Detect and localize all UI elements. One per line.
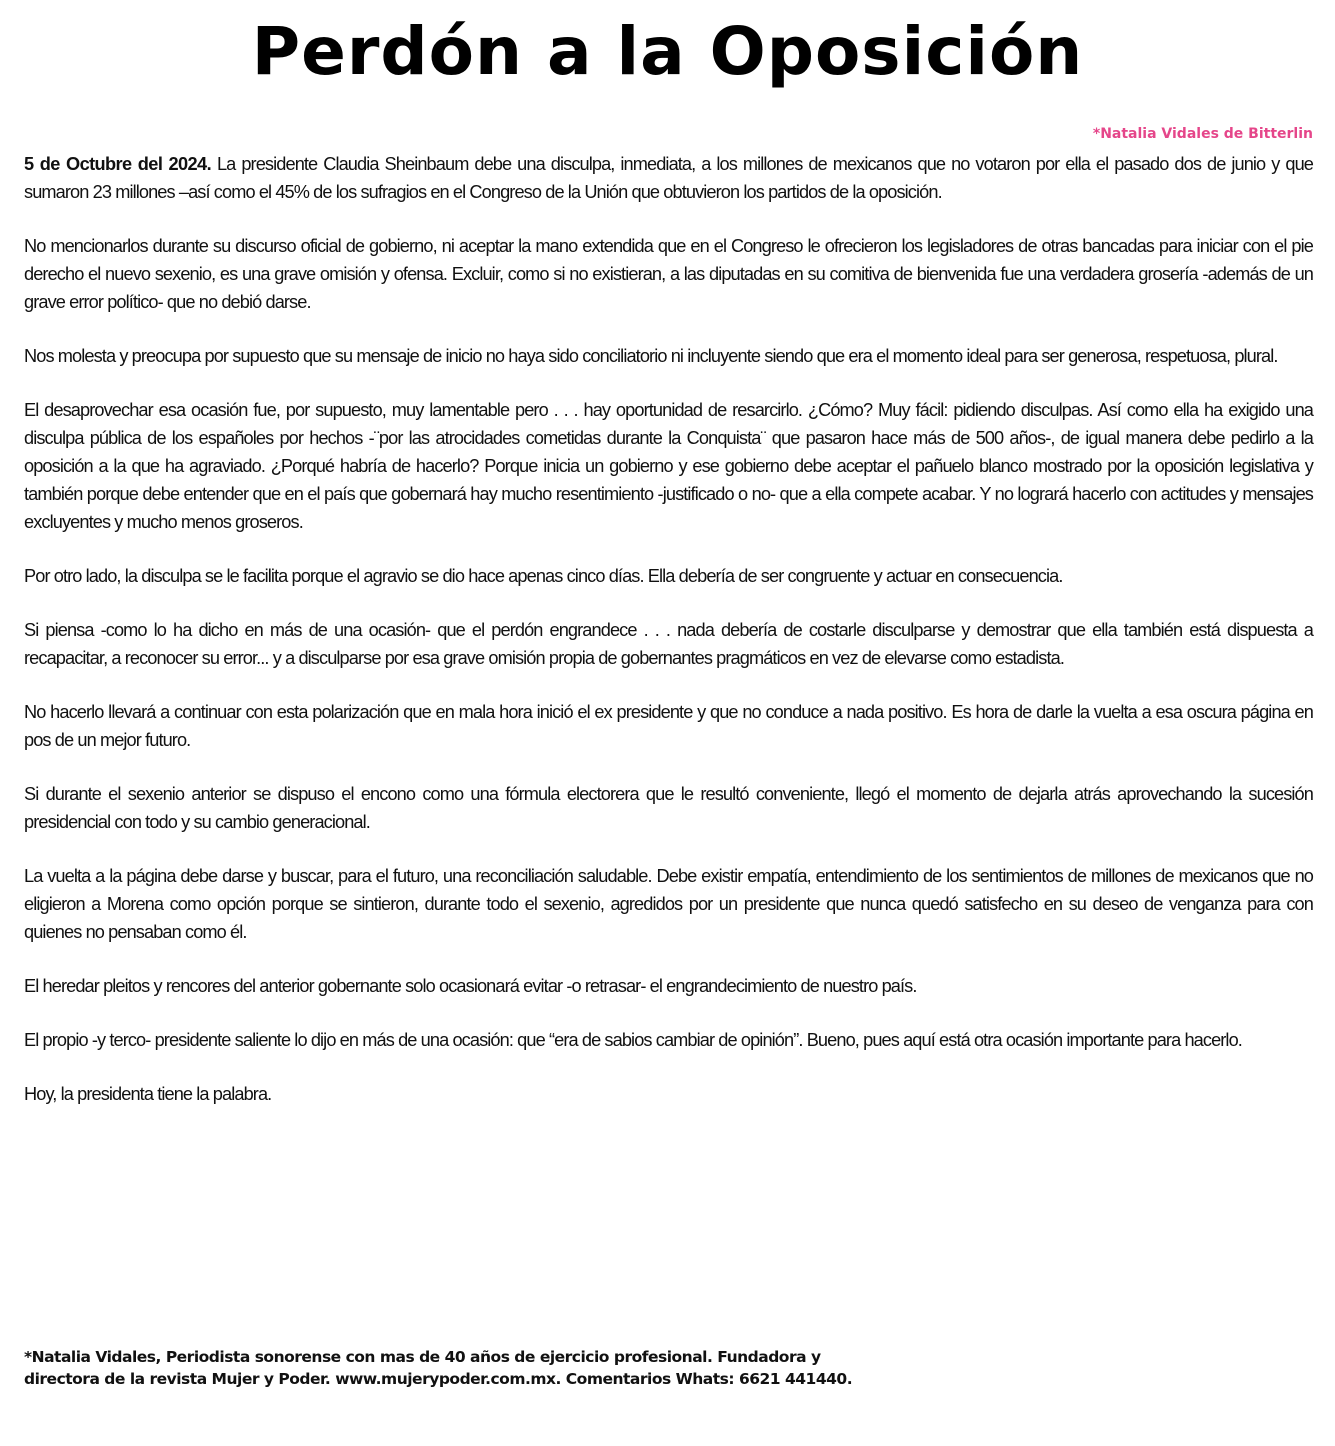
paragraph: No hacerlo llevará a continuar con esta polarización que en mala hora inició el ex presidente y que no conduce a nada positivo. Es hora de darle la vuelta a esa oscura página en pos de un mejor futuro.: [24, 702, 1313, 750]
author-bio-line: directora de la revista Mujer y Poder. www.mujerypoder.com.mx. Comentarios Whats: 6621 441440.: [24, 1370, 853, 1388]
paragraph: El propio -y terco- presidente saliente lo dijo en más de una ocasión: que “era de sabios cambiar de opinión”. Bueno, pues aquí está otra ocasión importante para hacerlo.: [24, 1030, 1242, 1050]
paragraph: El heredar pleitos y rencores del anterior gobernante solo ocasionará evitar -o retrasar- el engrandecimiento de nuestro país.: [24, 976, 917, 996]
paragraph: El desaprovechar esa ocasión fue, por supuesto, muy lamentable pero . . . hay oportunidad de resarcirlo. ¿Cómo? Muy fácil: pidiendo disculpas. Así como ella ha exigido una disculpa pública de los españoles por hechos -¨por las atrocidades cometidas durante la Conquista¨ que pasaron hace más de 500 años-, de igual manera debe pedirlo a la oposición a la que ha agraviado. ¿Porqué habría de hacerlo? Porque inicia un gobierno y ese gobierno debe aceptar el pañuelo blanco mostrado por la oposición legislativa y también porque debe entender que en el país que gobernará hay mucho resentimiento -justificado o no- que a ella compete acabar. Y no logrará hacerlo con actitudes y mensajes excluyentes y mucho menos groseros.: [24, 400, 1313, 532]
closing-paragraph: Hoy, la presidenta tiene la palabra.: [24, 1084, 272, 1104]
paragraph: No mencionarlos durante su discurso oficial de gobierno, ni aceptar la mano extendida que en el Congreso le ofrecieron los legisladores de otras bancadas para iniciar con el pie derecho el nuevo sexenio, es una grave omisión y ofensa. Excluir, como si no existieran, a las diputadas en su comitiva de bienvenida fue una verdadera grosería -además de un grave error político- que no debió darse.: [24, 236, 1313, 312]
author-byline: *Natalia Vidales de Bitterlin: [1092, 126, 1313, 142]
paragraph: Si piensa -como lo ha dicho en más de una ocasión- que el perdón engrandece . . . nada debería de costarle disculparse y demostrar que ella también está dispuesta a recapacitar, a reconocer su error... y a disculparse por esa grave omisión propia de gobernantes pragmáticos en vez de elevarse como estadista.: [24, 620, 1313, 668]
author-bio-line: *Natalia Vidales, Periodista sonorense con mas de 40 años de ejercicio profesional. Fundadora y: [24, 1348, 821, 1366]
article-title: Perdón a la Oposición: [251, 13, 1084, 90]
paragraph: Nos molesta y preocupa por supuesto que su mensaje de inicio no haya sido conciliatorio ni incluyente siendo que era el momento ideal para ser generosa, respetuosa, plural.: [24, 346, 1278, 366]
paragraph: Por otro lado, la disculpa se le facilita porque el agravio se dio hace apenas cinco días. Ella debería de ser congruente y actuar en consecuencia.: [24, 566, 1063, 586]
article-date: 5 de Octubre del 2024.: [24, 154, 212, 174]
author-bio-footer: [24, 1346, 1024, 1390]
article-body: [24, 150, 1313, 1134]
paragraph: La vuelta a la página debe darse y buscar, para el futuro, una reconciliación saludable. Debe existir empatía, entendimiento de los sentimientos de millones de mexicanos que no eligieron a Morena como opción porque se sintieron, durante todo el sexenio, agredidos por un presidente que nunca quedó satisfecho en su deseo de venganza para con quienes no pensaban como él.: [24, 866, 1313, 942]
paragraph: Si durante el sexenio anterior se dispuso el encono como una fórmula electorera que le resultó conveniente, llegó el momento de dejarla atrás aprovechando la sucesión presidencial con todo y su cambio generacional.: [24, 784, 1313, 832]
lead-paragraph: [24, 150, 1313, 206]
lead-text: La presidente Claudia Sheinbaum debe una disculpa, inmediata, a los millones de mexicanos que no votaron por ella el pasado dos de junio y que sumaron 23 millones –así como el 45% de los sufragios en el Congreso de la Unión que obtuvieron los partidos de la oposición.: [24, 154, 1313, 202]
